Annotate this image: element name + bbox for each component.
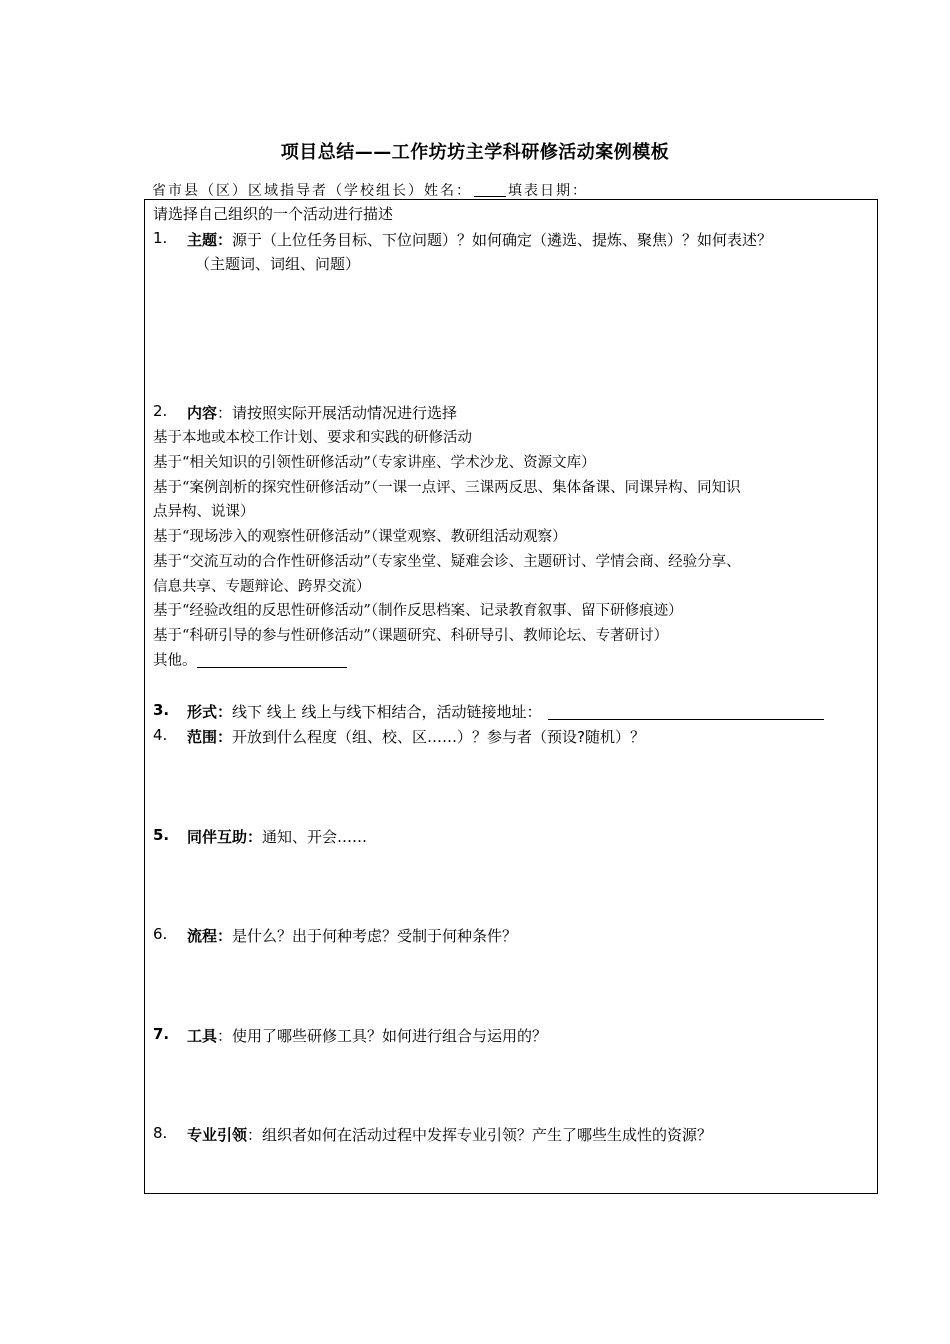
section-8-number: 8. [153, 1124, 168, 1142]
section-8-text: ：组织者如何在活动过程中发挥专业引领？产生了哪些生成性的资源？ [247, 1126, 713, 1144]
section-3 [187, 701, 824, 722]
content-option: 点异构、说课） [153, 504, 255, 520]
section-7-text: ：使用了哪些研修工具？如何进行组合与运用的？ [217, 1027, 548, 1045]
content-option: 基于“经验改组的反思性研修活动”（制作反思档案、记录教育叙事、留下研修痕迹） [153, 603, 683, 619]
content-option-other [153, 651, 347, 671]
section-2 [187, 402, 457, 423]
section-4-heading: 范围： [187, 728, 233, 746]
date-label: 填表日期： [508, 183, 588, 199]
section-6-heading: 流程： [187, 927, 233, 945]
section-5-number: 5. [153, 826, 170, 844]
section-5 [187, 826, 367, 847]
name-label: 省市县（区）区域指导者（学校组长）姓名： [152, 183, 472, 199]
section-6-number: 6. [153, 925, 168, 943]
section-7-heading: 工具 [187, 1027, 218, 1045]
section-7 [187, 1025, 547, 1046]
section-5-heading: 同伴互助： [187, 828, 263, 846]
section-4 [187, 726, 645, 747]
section-4-number: 4. [153, 726, 168, 744]
section-2-text: ：请按照实际开展活动情况进行选择 [217, 404, 458, 422]
form-box [144, 199, 878, 1194]
section-2-number: 2. [153, 402, 168, 420]
section-7-number: 7. [153, 1025, 170, 1043]
content-option: 基于“现场涉入的观察性研修活动”（课堂观察、教研组活动观察） [153, 529, 567, 545]
name-blank[interactable] [474, 182, 506, 197]
page-title: 项目总结——工作坊坊主学科研修活动案例模板 [280, 142, 670, 163]
section-1-number: 1. [153, 229, 168, 247]
section-3-number: 3. [153, 701, 170, 719]
content-option: 基于“案例剖析的探究性研修活动”（一课一点评、三课两反思、集体备课、同课异构、同知识 [153, 480, 741, 496]
section-8-heading: 专业引领 [187, 1126, 248, 1144]
section-3-heading: 形式： [187, 703, 233, 721]
section-3-text: 线下 线上 线上与线下相结合，活动链接地址： [232, 703, 542, 721]
section-6 [187, 925, 517, 946]
content-option: 基于“相关知识的引领性研修活动”（专家讲座、学术沙龙、资源文库） [153, 455, 596, 471]
section-5-text: 通知、开会…… [262, 828, 368, 846]
section-1-continuation: （主题词、词组、问题） [195, 255, 361, 273]
section-8 [187, 1124, 712, 1145]
other-label: 其他。 [153, 653, 197, 669]
intro-text: 请选择自己组织的一个活动进行描述 [153, 205, 394, 223]
content-option: 信息共享、专题辩论、跨界交流） [153, 579, 371, 595]
form-meta [152, 180, 588, 200]
section-1-heading: 主题： [187, 231, 233, 249]
section-2-heading: 内容 [187, 404, 218, 422]
link-blank[interactable] [548, 704, 824, 720]
section-6-text: 是什么？出于何种考虑？受制于何种条件？ [232, 927, 518, 945]
content-option: 基于本地或本校工作计划、要求和实践的研修活动 [153, 430, 472, 446]
content-option: 基于“科研引导的参与性研修活动”（课题研究、科研导引、教师论坛、专著研讨） [153, 628, 669, 644]
section-1 [187, 229, 772, 250]
section-1-text: 源于（上位任务目标、下位问题）？如何确定（遴选、提炼、聚焦）？如何表述？ [232, 231, 773, 249]
section-4-text: 开放到什么程度（组、校、区……）？参与者（预设?随机）？ [232, 728, 645, 746]
content-option: 基于“交流互动的合作性研修活动”（专家坐堂、疑难会诊、主题研讨、学情会商、经验分享、 [153, 554, 741, 570]
other-blank[interactable] [197, 652, 347, 668]
